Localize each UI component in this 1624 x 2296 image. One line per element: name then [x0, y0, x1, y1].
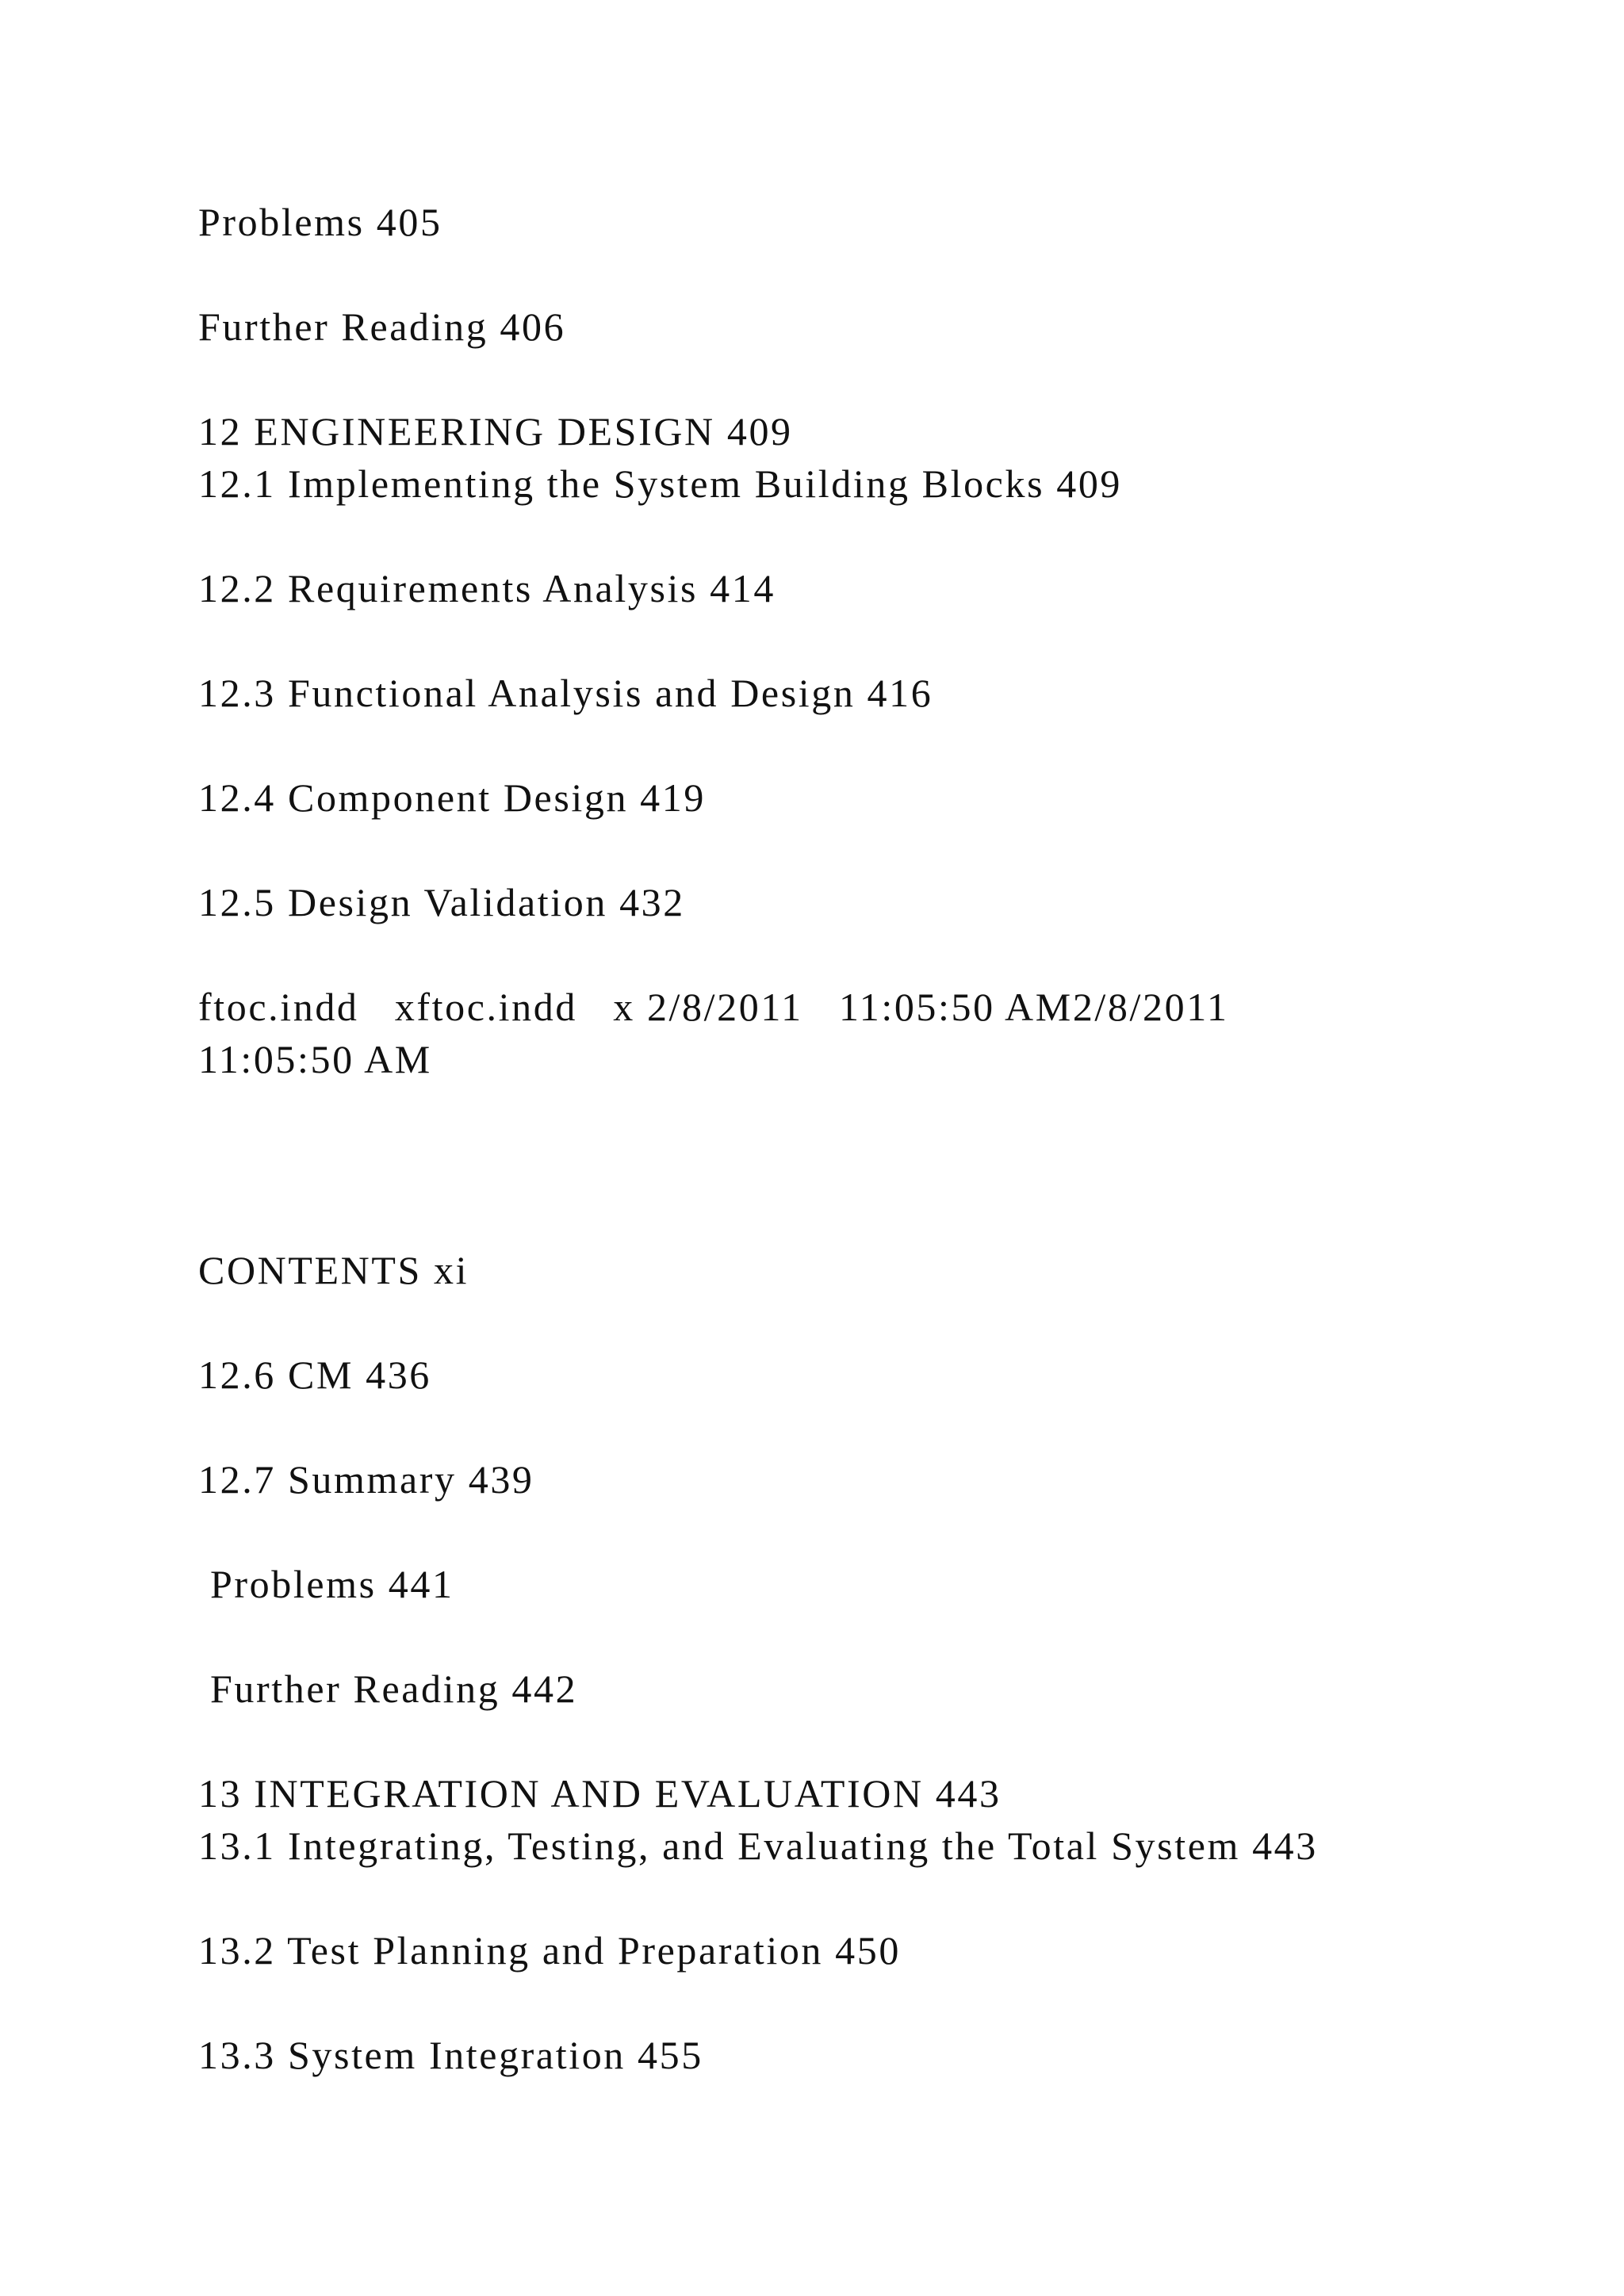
toc-entry-13-1: 13.1 Integrating, Testing, and Evaluating the Total System 443 [198, 1823, 1318, 1868]
toc-entry-12-3: 12.3 Functional Analysis and Design 416 [198, 671, 933, 715]
toc-entry-12-5: 12.5 Design Validation 432 [198, 880, 685, 924]
toc-entry-13-2: 13.2 Test Planning and Preparation 450 [198, 1928, 901, 1973]
file-metadata-line: ftoc.indd xftoc.indd x 2/8/2011 11:05:50 AM2/8/2011 [198, 985, 1229, 1029]
toc-entry-problems-441: Problems 441 [210, 1562, 454, 1606]
toc-entry-12-2: 12.2 Requirements Analysis 414 [198, 566, 776, 610]
toc-entry-13-3: 13.3 System Integration 455 [198, 2033, 703, 2077]
toc-entry-12-7: 12.7 Summary 439 [198, 1457, 534, 1502]
toc-entry-12-4: 12.4 Component Design 419 [198, 775, 706, 820]
chapter-heading-13: 13 INTEGRATION AND EVALUATION 443 [198, 1771, 1002, 1816]
toc-entry-problems-405: Problems 405 [198, 200, 442, 244]
toc-entry-12-1: 12.1 Implementing the System Building Blocks 409 [198, 461, 1123, 506]
toc-entry-further-reading-442: Further Reading 442 [210, 1667, 578, 1711]
chapter-heading-12: 12 ENGINEERING DESIGN 409 [198, 409, 793, 453]
toc-entry-12-6: 12.6 CM 436 [198, 1353, 431, 1397]
file-metadata-time: 11:05:50 AM [198, 1037, 432, 1081]
contents-page-header: CONTENTS xi [198, 1248, 469, 1292]
toc-entry-further-reading-406: Further Reading 406 [198, 304, 566, 349]
